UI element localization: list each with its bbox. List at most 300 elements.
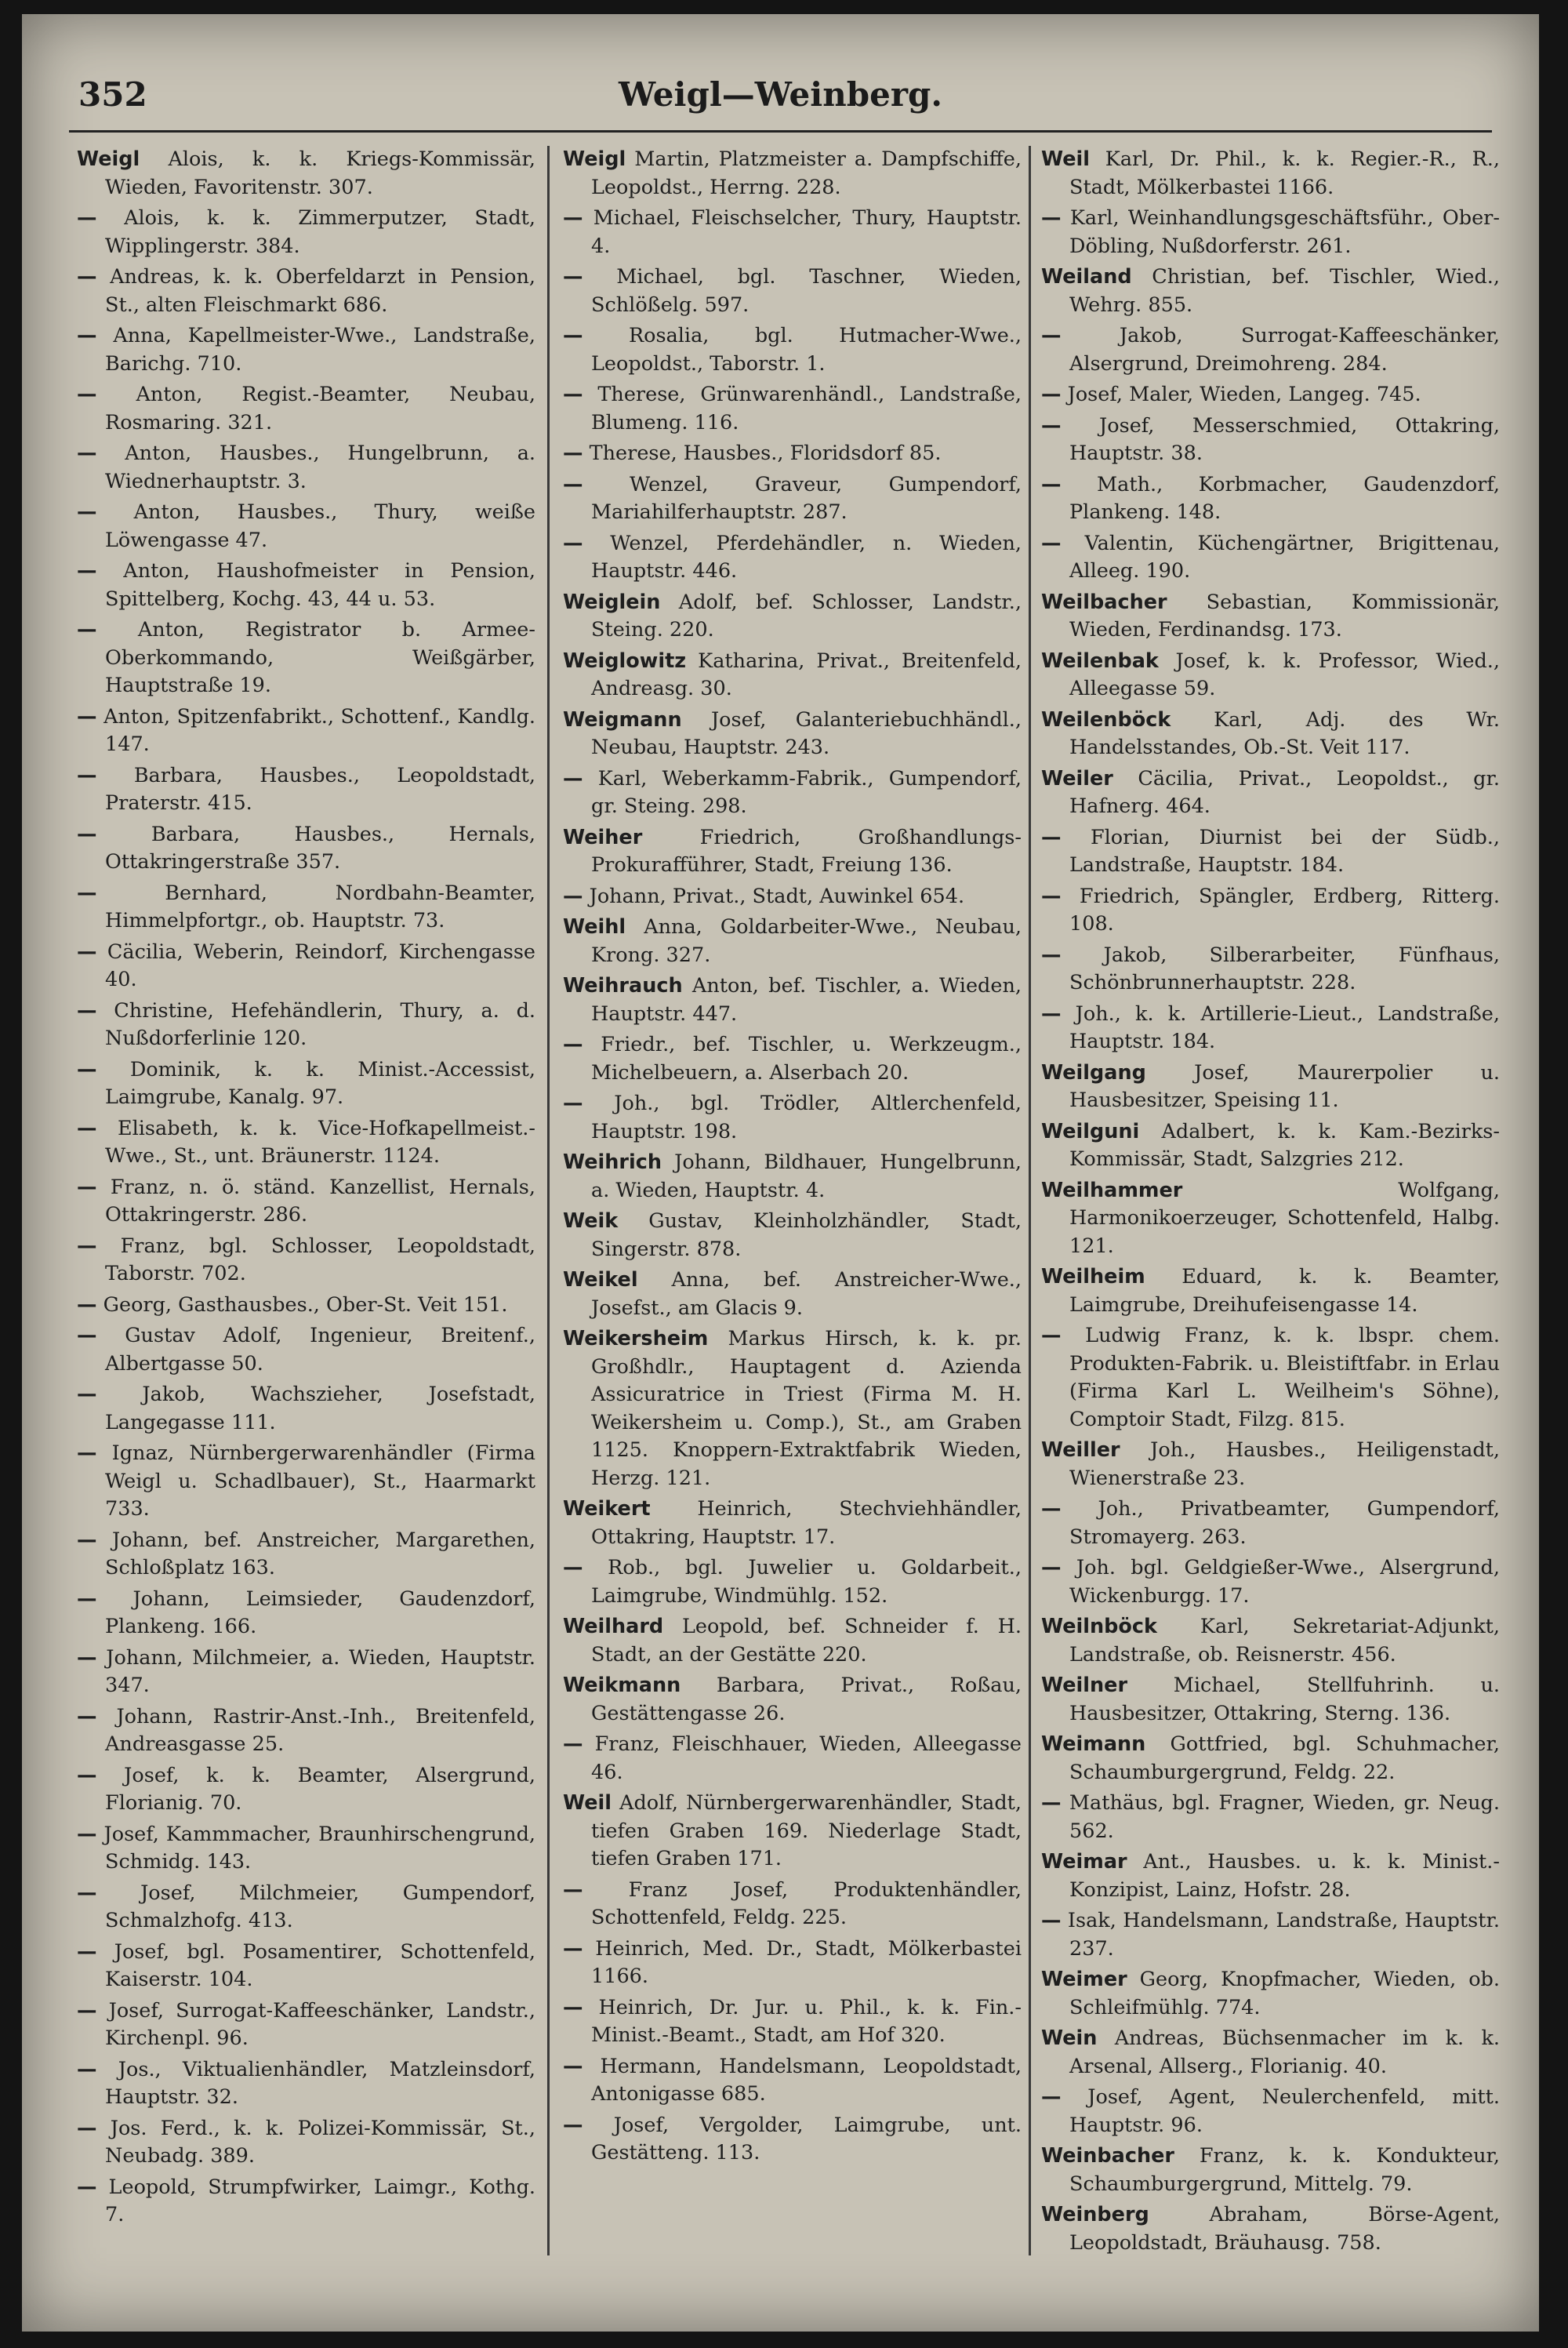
entry-surname: — [1041,1324,1062,1347]
entry-text: Leopold, Strumpfwirker, Laimgr., Kothg. 7. [105,2175,535,2226]
entry-surname: — [77,1587,97,1611]
entry-surname: — [77,763,97,787]
entry-text: Georg, Knopfmacher, Wieden, ob. Schleifmühlg. 774. [1069,1968,1500,2019]
entry-surname: Weilenbak [1041,649,1159,673]
entry-text: Karl, Dr. Phil., k. k. Regier.-R., R., Stadt, Mölkerbastei 1166. [1069,147,1500,199]
directory-entry [563,765,1022,821]
entry-text: Heinrich, Dr. Jur. u. Phil., k. k. Fin.-Minist.-Beamt., Stadt, am Hof 320. [591,1995,1022,2047]
directory-entry [1041,1437,1500,1492]
entry-surname: Weikert [563,1497,651,1521]
entry-surname: — [563,1877,583,1902]
directory-entry [1041,146,1500,202]
entry-surname: — [563,1995,583,2019]
entry-text: Friedr., bef. Tischler, u. Werkzeugm., Michelbeuern, a. Alserbach 20. [591,1033,1022,1085]
directory-entry [1041,1177,1500,1261]
directory-entry [77,1821,535,1877]
directory-entry [77,1527,535,1583]
entry-text: Friedrich, Großhandlungs-Prokurafführer, Stadt, Freiung 136. [591,825,1022,877]
directory-entry [1041,707,1500,762]
entry-surname: — [1041,1556,1062,1579]
entry-surname: Weiland [1041,265,1132,289]
entry-text: Johann, Rastrir-Anst.-Inh., Breitenfeld, Andreasgasse 25. [105,1704,535,1756]
entry-text: Joh., bgl. Trödler, Altlerchenfeld, Hauptstr. 198. [591,1092,1022,1143]
entry-surname: Weilhammer [1041,1178,1183,1202]
entry-surname: — [77,1763,97,1787]
entry-text: Eduard, k. k. Beamter, Laimgrube, Dreihufeisengasse 14. [1069,1265,1500,1317]
entry-surname: — [1041,324,1062,347]
directory-entry [1041,381,1500,409]
entry-surname: — [563,472,583,496]
directory-entry [563,471,1022,527]
entry-surname: — [563,1033,583,1056]
entry-text: Josef, Maurerpolier u. Hausbesitzer, Speising 11. [1069,1060,1500,1112]
entry-text: Math., Korbmacher, Gaudenzdorf, Plankeng. 148. [1069,472,1500,524]
directory-entry [1041,824,1500,880]
entry-text: Rob., bgl. Juwelier u. Goldarbeit., Laimgrube, Windmühlg. 152. [591,1556,1022,1608]
entry-surname: — [77,1939,97,1964]
directory-entry [1041,1322,1500,1434]
entry-text: Michael, bgl. Taschner, Wieden, Schlößelg. 597. [591,265,1022,317]
directory-entry [1041,471,1500,527]
entry-surname: — [77,1324,97,1347]
directory-entry [1041,1263,1500,1319]
directory-entry [1041,1060,1500,1115]
entry-text: Franz, k. k. Kondukteur, Schaumburgergrund, Mittelg. 79. [1069,2144,1500,2196]
directory-entry [1041,413,1500,468]
directory-entry [77,1115,535,1171]
entry-surname: — [1041,825,1062,849]
entry-text: Mathäus, bgl. Fragner, Wieden, gr. Neug. 562. [1069,1791,1500,1843]
entry-surname: — [77,324,97,347]
entry-text: Joh., Hausbes., Heiligenstadt, Wienerstraße 23. [1069,1438,1500,1490]
column-3 [1041,146,1500,2263]
entry-surname: Weimer [1041,1968,1127,1991]
entry-surname: Weiller [1041,1438,1120,1462]
entry-surname: — [563,884,583,908]
directory-entry [563,1877,1022,1932]
entry-text: Andreas, Büchsenmacher im k. k. Arsenal, Allserg., Florianig. 40. [1069,2026,1500,2078]
entry-surname: — [77,1704,97,1728]
entry-text: Anton, Spitzenfabrikt., Schottenf., Kandlg. 147. [103,704,535,756]
entry-text: Johann, Milchmeier, a. Wieden, Hauptstr. 347. [105,1645,535,1697]
entry-surname: Weimann [1041,1732,1146,1756]
entry-text: Cäcilia, Weberin, Reindorf, Kirchengasse 40. [105,940,535,991]
entry-surname: Weilhard [563,1615,664,1638]
entry-surname: Weilner [1041,1674,1128,1697]
entry-text: Jos. Ferd., k. k. Polizei-Kommissär, St., Neubadg. 389. [105,2116,535,2168]
entry-surname: Weikel [563,1268,638,1292]
entry-text: Anton, bef. Tischler, a. Wieden, Hauptstr. 447. [591,974,1022,1026]
directory-entry [77,1703,535,1759]
entry-text: Karl, Sekretariat-Adjunkt, Landstraße, ob. Reisnerstr. 456. [1069,1615,1500,1666]
directory-entry [563,883,1022,911]
entry-surname: — [77,940,97,964]
directory-entry [1041,1001,1500,1056]
directory-entry [1041,648,1500,703]
entry-text: Josef, Milchmeier, Gumpendorf, Schmalzhofg. 413. [105,1881,535,1932]
entry-surname: Weik [563,1209,619,1233]
entry-surname: — [563,1092,583,1115]
entry-surname: Weilbacher [1041,590,1167,614]
entry-surname: — [1041,2085,1062,2109]
entry-text: Josef, Galanteriebuchhändl., Neubau, Hauptstr. 243. [591,707,1022,759]
directory-entry [77,264,535,319]
entry-surname: — [563,1732,583,1756]
directory-entry [563,205,1022,260]
entry-text: Ant., Hausbes. u. k. k. Minist.-Konzipist, Lainz, Hofstr. 28. [1069,1850,1500,1902]
directory-entry [1041,530,1500,586]
entry-text: Anna, bef. Anstreicher-Wwe., Josefst., am Glacis 9. [591,1268,1022,1320]
entry-text: Jakob, Surrogat-Kaffeeschänker, Alsergrund, Dreimohreng. 284. [1069,324,1500,376]
directory-entry [1041,589,1500,645]
entry-surname: Weiler [1041,766,1113,791]
entry-text: Adolf, Nürnbergerwarenhändler, Stadt, tiefen Graben 169. Niederlage Stadt, tiefen Graben 171. [591,1791,1022,1870]
directory-entry [1041,942,1500,998]
entry-text: Anton, Haushofmeister in Pension, Spittelberg, Kochg. 43, 44 u. 53. [105,559,535,611]
entry-surname: — [77,1116,97,1140]
entry-surname: — [77,1881,97,1905]
entry-text: Wenzel, Pferdehändler, n. Wieden, Hauptstr. 446. [591,531,1022,583]
entry-text: Bernhard, Nordbahn-Beamter, Himmelpfortgr., ob. Hauptstr. 73. [105,881,535,932]
entry-surname: Weihrauch [563,974,683,998]
directory-entry [563,440,1022,468]
entry-surname: — [563,2054,583,2078]
directory-entry [563,589,1022,645]
entry-surname: — [77,822,97,846]
entry-surname: — [563,1936,583,1961]
column-1 [77,146,535,2263]
directory-entry [1041,2143,1500,2198]
directory-entry [1041,1731,1500,1786]
entry-text: Therese, Grünwarenhändl., Landstraße, Blumeng. 116. [591,383,1022,434]
column-divider [547,146,550,2255]
entry-surname: — [563,442,583,465]
directory-entry [1041,1672,1500,1728]
directory-entry [77,703,535,759]
directory-entry [77,880,535,936]
directory-entry [1041,1118,1500,1174]
entry-text: Sebastian, Kommissionär, Wieden, Ferdinandsg. 173. [1069,590,1500,642]
directory-entry [563,1031,1022,1087]
directory-entry [77,1381,535,1437]
entry-surname: — [1041,1791,1062,1815]
entry-text: Christian, bef. Tischler, Wied., Wehrg. 855. [1069,265,1500,317]
directory-entry [1041,1554,1500,1610]
entry-surname: Weikersheim [563,1327,709,1350]
entry-surname: Weihrich [563,1150,662,1174]
entry-surname: — [77,1057,97,1081]
directory-entry [563,824,1022,880]
entry-surname: — [1041,1497,1062,1521]
directory-entry [1041,883,1500,939]
directory-entry [1041,765,1500,821]
entry-text: Heinrich, Stechviehhändler, Ottakring, Hauptstr. 17. [591,1497,1022,1549]
entry-text: Anna, Kapellmeister-Wwe., Landstraße, Barichg. 710. [105,324,535,376]
page-number: 352 [78,75,147,114]
entry-surname: — [1041,413,1062,438]
entry-surname: — [77,206,97,230]
entry-text: Michael, Fleischselcher, Thury, Hauptstr. 4. [591,206,1022,258]
entry-surname: — [77,704,97,729]
entry-surname: — [77,1234,97,1258]
directory-page [22,14,1539,2332]
directory-entry [563,1090,1022,1146]
directory-entry [77,2056,535,2112]
column-divider [1029,146,1031,2255]
directory-entry [563,2112,1022,2168]
directory-entry [77,558,535,613]
directory-entry [77,762,535,818]
entry-surname: Weilnböck [1041,1615,1157,1638]
entry-text: Anton, Hausbes., Hungelbrunn, a. Wiednerhauptstr. 3. [105,442,535,493]
entry-surname: — [77,998,97,1023]
directory-entry [563,1149,1022,1205]
entry-text: Gottfried, bgl. Schuhmacher, Schaumburgergrund, Feldg. 22. [1069,1732,1500,1784]
entry-surname: Weimar [1041,1850,1127,1874]
directory-entry [77,1056,535,1112]
entry-surname: Weikmann [563,1674,681,1697]
directory-entry [563,1731,1022,1786]
entry-text: Valentin, Küchengärtner, Brigittenau, Alleeg. 190. [1069,531,1500,583]
entry-surname: Weil [563,1791,612,1815]
entry-text: Anna, Goldarbeiter-Wwe., Neubau, Krong. 327. [591,915,1022,967]
directory-entry [563,1267,1022,1322]
entry-surname: — [77,1441,97,1465]
entry-surname: Weilguni [1041,1119,1140,1143]
directory-entry [563,381,1022,437]
entry-surname: Weinberg [1041,2203,1149,2226]
directory-entry [77,1880,535,1935]
entry-surname: Wein [1041,2026,1098,2050]
entry-surname: — [77,1822,97,1846]
entry-text: Johann, Bildhauer, Hungelbrunn, a. Wieden, Hauptstr. 4. [591,1150,1022,1202]
entry-text: Josef, Messerschmied, Ottakring, Hauptstr. 38. [1069,413,1500,465]
entry-surname: — [77,2175,97,2199]
directory-entry [563,322,1022,378]
column-2 [563,146,1022,2263]
directory-entry [1041,1790,1500,1845]
directory-entry [563,1208,1022,1263]
directory-entry [77,821,535,877]
entry-surname: — [563,324,583,347]
directory-entry [563,1790,1022,1874]
directory-entry [77,1645,535,1700]
entry-text: Leopold, bef. Schneider f. H. Stadt, an der Gestätte 220. [591,1615,1022,1666]
directory-entry [1041,322,1500,378]
entry-surname: — [77,1383,97,1406]
directory-entry [77,2115,535,2171]
entry-text: Josef, Kammmacher, Braunhirschengrund, Schmidg. 143. [103,1822,535,1874]
entry-surname: — [77,1292,97,1317]
entry-surname: — [563,383,583,406]
entry-surname: Weil [1041,147,1090,171]
entry-text: Johann, Privat., Stadt, Auwinkel 654. [589,884,965,908]
entry-text: Barbara, Hausbes., Hernals, Ottakringerstraße 357. [105,822,535,874]
entry-text: Markus Hirsch, k. k. pr. Großhdlr., Hauptagent d. Azienda Assicuratrice in Triest (Firma M. H. Weikersheim u. Comp.), St., am Graben 1125. Knoppern-Extraktfabrik Wieden, Herzg. 121. [591,1327,1022,1490]
entry-text: Alois, k. k. Zimmerputzer, Stadt, Wipplingerstr. 384. [105,206,535,258]
entry-surname: — [77,2057,97,2081]
entry-surname: — [563,206,583,230]
entry-text: Katharina, Privat., Breitenfeld, Andreasg. 30. [591,649,1022,700]
directory-entry [1041,1496,1500,1551]
directory-entry [77,440,535,496]
entry-surname: Weilenböck [1041,707,1171,732]
entry-surname: Weilgang [1041,1060,1146,1085]
directory-entry [563,1672,1022,1728]
entry-surname: Weiglein [563,590,661,614]
directory-entry [563,1994,1022,2050]
entry-surname: — [77,442,97,465]
entry-text: Ignaz, Nürnbergerwarenhändler (Firma Weigl u. Schadlbauer), St., Haarmarkt 733. [105,1441,535,1521]
directory-entry [563,972,1022,1028]
entry-text: Dominik, k. k. Minist.-Accessist, Laimgrube, Kanalg. 97. [105,1057,535,1109]
entry-text: Barbara, Hausbes., Leopoldstadt, Praterstr. 415. [105,763,535,815]
directory-entry [77,616,535,700]
entry-text: Adolf, bef. Schlosser, Landstr., Steing. 220. [591,590,1022,642]
entry-text: Anton, Regist.-Beamter, Neubau, Rosmaring. 321. [105,383,535,434]
entry-surname: — [1041,884,1062,908]
entry-surname: — [77,618,97,642]
entry-text: Isak, Handelsmann, Landstraße, Hauptstr. 237. [1067,1909,1500,1961]
directory-entry [77,1322,535,1378]
directory-entry [77,1233,535,1288]
entry-text: Friedrich, Spängler, Erdberg, Ritterg. 108. [1069,884,1500,936]
directory-entry [563,264,1022,319]
entry-text: Barbara, Privat., Roßau, Gestättengasse 26. [591,1674,1022,1725]
entry-text: Abraham, Börse-Agent, Leopoldstadt, Bräuhausg. 758. [1069,2203,1500,2255]
entry-text: Gustav, Kleinholzhändler, Stadt, Singerstr. 878. [591,1209,1022,1261]
directory-entry [563,1613,1022,1669]
entry-surname: — [1041,206,1062,230]
entry-text: Franz, Fleischhauer, Wieden, Alleegasse 46. [591,1732,1022,1784]
entry-text: Karl, Weberkamm-Fabrik., Gumpendorf, gr. Steing. 298. [591,766,1022,818]
directory-entry [77,146,535,202]
directory-entry [563,707,1022,762]
entry-text: Wolfgang, Harmonikoerzeuger, Schottenfeld, Halbg. 121. [1069,1178,1500,1258]
directory-entry [77,499,535,554]
entry-text: Jakob, Silberarbeiter, Fünfhaus, Schönbrunnerhauptstr. 228. [1069,943,1500,994]
directory-entry [77,1762,535,1818]
directory-entry [77,1440,535,1524]
entry-text: Josef, k. k. Professor, Wied., Alleegasse 59. [1069,649,1500,700]
entry-surname: — [77,1998,97,2023]
entry-surname: — [1041,531,1062,555]
directory-entry [1041,2201,1500,2257]
entry-text: Cäcilia, Privat., Leopoldst., gr. Hafnerg. 464. [1069,766,1500,818]
directory-entry [1041,2025,1500,2081]
directory-entry [1041,264,1500,319]
entry-surname: — [1041,1909,1062,1932]
directory-entry [77,205,535,260]
entry-surname: Weigl [77,147,140,171]
directory-entry [77,1174,535,1230]
entry-text: Anton, Hausbes., Thury, weiße Löwengasse 47. [105,500,535,552]
entry-text: Josef, Agent, Neulerchenfeld, mitt. Hauptstr. 96. [1069,2085,1500,2137]
directory-entry [1041,1907,1500,1963]
page-header [69,75,1492,133]
directory-entry [77,1292,535,1320]
entry-surname: — [563,531,583,555]
entry-text: Martin, Platzmeister a. Dampfschiffe, Leopoldst., Herrng. 228. [591,147,1022,199]
directory-entry [1041,1848,1500,1904]
entry-text: Johann, bef. Anstreicher, Margarethen, Schloßplatz 163. [105,1528,535,1579]
entry-text: Georg, Gasthausbes., Ober-St. Veit 151. [103,1292,508,1317]
entry-surname: — [563,766,583,791]
directory-entry [77,1939,535,1994]
directory-entry [77,322,535,378]
directory-entry [563,648,1022,703]
entry-text: Joh., Privatbeamter, Gumpendorf, Stromayerg. 263. [1069,1497,1500,1549]
entry-text: Elisabeth, k. k. Vice-Hofkapellmeist.-Wwe., St., unt. Bräunerstr. 1124. [105,1116,535,1168]
entry-text: Christine, Hefehändlerin, Thury, a. d. Nußdorferlinie 120. [105,998,535,1050]
directory-entry [77,1586,535,1641]
entry-text: Michael, Stellfuhrinh. u. Hausbesitzer, Ottakring, Sterng. 136. [1069,1674,1500,1725]
entry-surname: — [77,500,97,524]
entry-text: Franz, bgl. Schlosser, Leopoldstadt, Taborstr. 702. [105,1234,535,1285]
entry-surname: Weilheim [1041,1265,1145,1288]
directory-entry [1041,1613,1500,1669]
entry-text: Ludwig Franz, k. k. lbspr. chem. Produkten-Fabrik. u. Bleistiftfabr. in Erlau (Firma Karl L. Weilheim's Söhne), Comptoir Stadt, Filzg. 815. [1069,1324,1500,1431]
directory-entry [563,2053,1022,2109]
entry-surname: — [1041,383,1062,406]
entry-surname: — [1041,1001,1062,1026]
entry-text: Johann, Leimsieder, Gaudenzdorf, Plankeng. 166. [105,1587,535,1638]
entry-text: Anton, Registrator b. Armee-Oberkommando, Weißgärber, Hauptstraße 19. [105,618,535,697]
entry-surname: Weigl [563,147,626,171]
entry-surname: — [77,881,97,905]
entry-text: Franz, n. ö. ständ. Kanzellist, Hernals, Ottakringerstr. 286. [105,1175,535,1227]
running-head: Weigl—Weinberg. [619,75,942,114]
entry-text: Heinrich, Med. Dr., Stadt, Mölkerbastei 1166. [591,1936,1022,1988]
entry-surname: — [563,265,583,289]
directory-entry [1041,205,1500,260]
entry-text: Jos., Viktualienhändler, Matzleinsdorf, Hauptstr. 32. [105,2057,535,2109]
entry-surname: — [1041,943,1062,967]
entry-surname: — [1041,472,1062,496]
entry-surname: — [77,1528,97,1552]
directory-entry [1041,2084,1500,2139]
entry-surname: Weigmann [563,707,682,732]
entry-text: Joh. bgl. Geldgießer-Wwe., Alsergrund, Wickenburgg. 17. [1069,1556,1500,1608]
directory-entry [77,381,535,437]
entry-text: Josef, Vergolder, Laimgrube, unt. Gestätteng. 113. [591,2113,1022,2164]
entry-text: Josef, Surrogat-Kaffeeschänker, Landstr., Kirchenpl. 96. [105,1998,535,2050]
entry-text: Franz Josef, Produktenhändler, Schottenfeld, Feldg. 225. [591,1877,1022,1929]
directory-entry [563,1496,1022,1551]
entry-surname: — [563,1556,583,1579]
directory-entry [563,1935,1022,1991]
entry-text: Josef, Maler, Wieden, Langeg. 745. [1067,383,1421,406]
directory-entry [563,914,1022,969]
entry-text: Hermann, Handelsmann, Leopoldstadt, Antonigasse 685. [591,2054,1022,2106]
entry-surname: — [77,559,97,583]
entry-text: Therese, Hausbes., Floridsdorf 85. [589,442,942,465]
entry-text: Joh., k. k. Artillerie-Lieut., Landstraße, Hauptstr. 184. [1069,1001,1500,1053]
entry-text: Gustav Adolf, Ingenieur, Breitenf., Albertgasse 50. [105,1324,535,1376]
directory-entry [77,1997,535,2053]
directory-entry [1041,1966,1500,2022]
entry-text: Jakob, Wachszieher, Josefstadt, Langegasse 111. [105,1383,535,1434]
entry-surname: Weihl [563,915,626,939]
directory-entry [77,998,535,1053]
entry-surname: — [77,2116,97,2140]
directory-entry [77,939,535,994]
entry-text: Josef, bgl. Posamentirer, Schottenfeld, Kaiserstr. 104. [105,1939,535,1991]
entry-surname: — [77,1645,97,1670]
entry-text: Karl, Weinhandlungsgeschäftsführ., Ober-Döbling, Nußdorferstr. 261. [1069,206,1500,258]
entry-text: Karl, Adj. des Wr. Handelsstandes, Ob.-St. Veit 117. [1069,707,1500,759]
entry-surname: Weinbacher [1041,2144,1175,2168]
